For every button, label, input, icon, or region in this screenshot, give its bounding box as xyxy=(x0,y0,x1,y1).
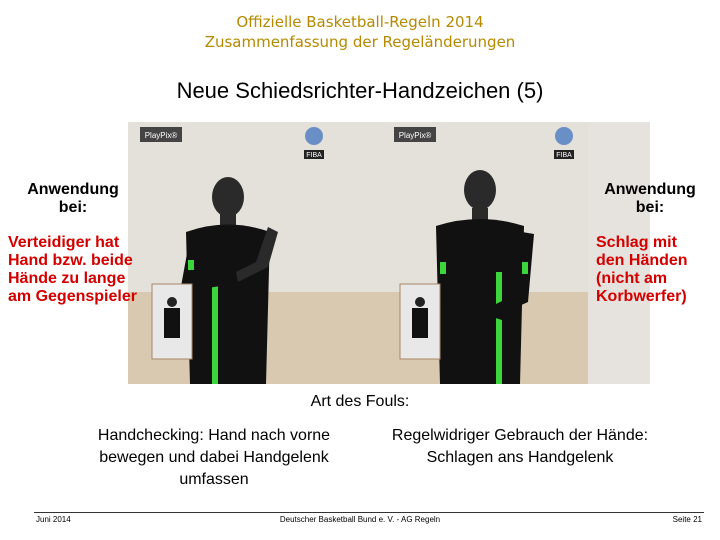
header-line-1: Offizielle Basketball-Regeln 2014 xyxy=(236,13,484,31)
photo-brand-text: PlayPix® xyxy=(144,131,178,140)
presentation-header xyxy=(0,12,720,52)
left-usage-text: Verteidiger hat Hand bzw. beide Hände zu lange am Gegenspieler xyxy=(8,234,137,305)
footer-page-number: Seite 21 xyxy=(672,515,702,524)
header-line-2: Zusammenfassung der Regeländerungen xyxy=(204,33,516,51)
left-usage-label: Anwendung bei: xyxy=(27,181,119,216)
right-usage-text: Schlag mit den Händen (nicht am Korbwerfer) xyxy=(596,234,688,305)
fiba-logo-text: FIBA xyxy=(556,152,572,159)
footer-divider xyxy=(34,512,704,513)
footer-date: Juni 2014 xyxy=(36,515,71,524)
referee-photo-handchecking xyxy=(128,122,390,384)
right-usage-label: Anwendung bei: xyxy=(604,181,696,216)
footer-organization: Deutscher Basketball Bund e. V. - AG Regeln xyxy=(279,515,441,524)
foul-type-label: Art des Fouls: xyxy=(310,393,410,410)
left-foul-description: Handchecking: Hand nach vorne bewegen und dabei Handgelenk umfassen xyxy=(97,427,331,488)
right-foul-description: Regelwidriger Gebrauch der Hände: Schlagen ans Handgelenk xyxy=(391,427,649,466)
slide-title: Neue Schiedsrichter-Handzeichen (5) xyxy=(176,78,544,103)
photo-brand-text: PlayPix® xyxy=(398,131,432,140)
fiba-logo-text: FIBA xyxy=(306,152,322,159)
